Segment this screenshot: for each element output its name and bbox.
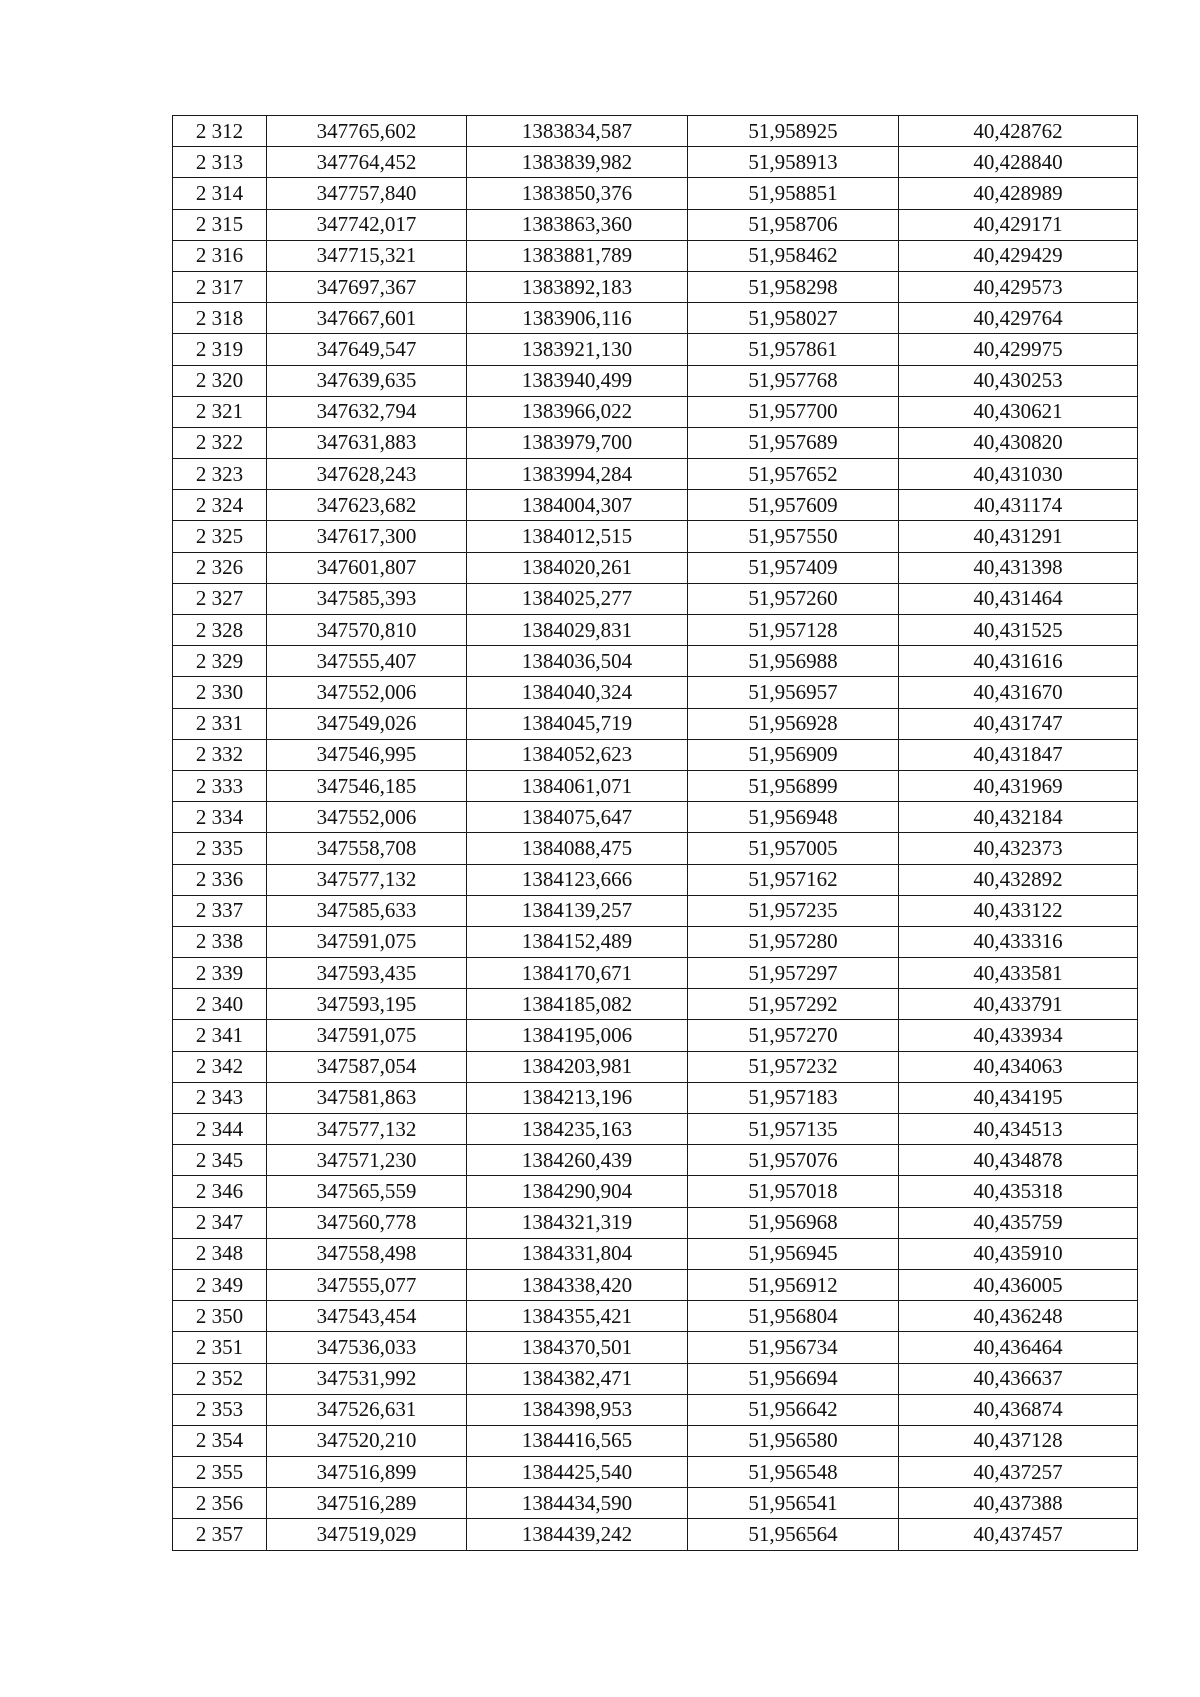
longitude-cell: 40,434063	[899, 1051, 1138, 1082]
longitude-cell: 40,431464	[899, 583, 1138, 614]
x-coordinate-cell: 347531,992	[267, 1363, 467, 1394]
x-coordinate-cell: 347552,006	[267, 802, 467, 833]
point-number-cell: 2 347	[173, 1207, 267, 1238]
latitude-cell: 51,957232	[688, 1051, 899, 1082]
latitude-cell: 51,957183	[688, 1082, 899, 1113]
x-coordinate-cell: 347628,243	[267, 459, 467, 490]
latitude-cell: 51,957162	[688, 864, 899, 895]
point-number-cell: 2 313	[173, 147, 267, 178]
point-number-cell: 2 318	[173, 303, 267, 334]
x-coordinate-cell: 347591,075	[267, 1020, 467, 1051]
point-number-cell: 2 333	[173, 770, 267, 801]
point-number-cell: 2 336	[173, 864, 267, 895]
x-coordinate-cell: 347520,210	[267, 1425, 467, 1456]
point-number-cell: 2 325	[173, 521, 267, 552]
longitude-cell: 40,437257	[899, 1457, 1138, 1488]
x-coordinate-cell: 347519,029	[267, 1519, 467, 1550]
y-coordinate-cell: 1384321,319	[467, 1207, 688, 1238]
point-number-cell: 2 323	[173, 459, 267, 490]
point-number-cell: 2 349	[173, 1269, 267, 1300]
longitude-cell: 40,434195	[899, 1082, 1138, 1113]
x-coordinate-cell: 347765,602	[267, 116, 467, 147]
latitude-cell: 51,957700	[688, 396, 899, 427]
longitude-cell: 40,435910	[899, 1238, 1138, 1269]
longitude-cell: 40,433581	[899, 958, 1138, 989]
x-coordinate-cell: 347697,367	[267, 271, 467, 302]
table-row	[173, 895, 1138, 926]
y-coordinate-cell: 1384425,540	[467, 1457, 688, 1488]
table-row	[173, 334, 1138, 365]
longitude-cell: 40,433316	[899, 926, 1138, 957]
x-coordinate-cell: 347558,708	[267, 833, 467, 864]
point-number-cell: 2 330	[173, 677, 267, 708]
x-coordinate-cell: 347546,185	[267, 770, 467, 801]
latitude-cell: 51,956945	[688, 1238, 899, 1269]
latitude-cell: 51,956734	[688, 1332, 899, 1363]
longitude-cell: 40,431616	[899, 646, 1138, 677]
y-coordinate-cell: 1384382,471	[467, 1363, 688, 1394]
table-row	[173, 427, 1138, 458]
point-number-cell: 2 324	[173, 490, 267, 521]
latitude-cell: 51,956642	[688, 1394, 899, 1425]
point-number-cell: 2 321	[173, 396, 267, 427]
longitude-cell: 40,429171	[899, 209, 1138, 240]
y-coordinate-cell: 1384036,504	[467, 646, 688, 677]
y-coordinate-cell: 1384195,006	[467, 1020, 688, 1051]
latitude-cell: 51,957292	[688, 989, 899, 1020]
y-coordinate-cell: 1384260,439	[467, 1145, 688, 1176]
latitude-cell: 51,957005	[688, 833, 899, 864]
latitude-cell: 51,956564	[688, 1519, 899, 1550]
longitude-cell: 40,435318	[899, 1176, 1138, 1207]
point-number-cell: 2 320	[173, 365, 267, 396]
point-number-cell: 2 342	[173, 1051, 267, 1082]
point-number-cell: 2 327	[173, 583, 267, 614]
latitude-cell: 51,956948	[688, 802, 899, 833]
longitude-cell: 40,436637	[899, 1363, 1138, 1394]
point-number-cell: 2 314	[173, 178, 267, 209]
longitude-cell: 40,431747	[899, 708, 1138, 739]
latitude-cell: 51,957135	[688, 1114, 899, 1145]
y-coordinate-cell: 1384170,671	[467, 958, 688, 989]
point-number-cell: 2 316	[173, 240, 267, 271]
table-row	[173, 459, 1138, 490]
longitude-cell: 40,428989	[899, 178, 1138, 209]
y-coordinate-cell: 1383881,789	[467, 240, 688, 271]
longitude-cell: 40,436005	[899, 1269, 1138, 1300]
x-coordinate-cell: 347757,840	[267, 178, 467, 209]
y-coordinate-cell: 1384020,261	[467, 552, 688, 583]
latitude-cell: 51,957652	[688, 459, 899, 490]
table-row	[173, 926, 1138, 957]
y-coordinate-cell: 1383906,116	[467, 303, 688, 334]
longitude-cell: 40,431291	[899, 521, 1138, 552]
latitude-cell: 51,956580	[688, 1425, 899, 1456]
coordinates-table-body	[173, 116, 1138, 1551]
latitude-cell: 51,956548	[688, 1457, 899, 1488]
x-coordinate-cell: 347555,077	[267, 1269, 467, 1300]
latitude-cell: 51,957128	[688, 615, 899, 646]
longitude-cell: 40,429975	[899, 334, 1138, 365]
point-number-cell: 2 348	[173, 1238, 267, 1269]
y-coordinate-cell: 1384185,082	[467, 989, 688, 1020]
point-number-cell: 2 335	[173, 833, 267, 864]
x-coordinate-cell: 347570,810	[267, 615, 467, 646]
table-row	[173, 1082, 1138, 1113]
x-coordinate-cell: 347587,054	[267, 1051, 467, 1082]
table-row	[173, 1238, 1138, 1269]
table-row	[173, 521, 1138, 552]
latitude-cell: 51,958851	[688, 178, 899, 209]
y-coordinate-cell: 1384439,242	[467, 1519, 688, 1550]
latitude-cell: 51,958913	[688, 147, 899, 178]
y-coordinate-cell: 1384338,420	[467, 1269, 688, 1300]
point-number-cell: 2 334	[173, 802, 267, 833]
table-row	[173, 615, 1138, 646]
x-coordinate-cell: 347536,033	[267, 1332, 467, 1363]
latitude-cell: 51,957861	[688, 334, 899, 365]
x-coordinate-cell: 347639,635	[267, 365, 467, 396]
x-coordinate-cell: 347516,899	[267, 1457, 467, 1488]
x-coordinate-cell: 347549,026	[267, 708, 467, 739]
table-row	[173, 1145, 1138, 1176]
latitude-cell: 51,956694	[688, 1363, 899, 1394]
y-coordinate-cell: 1383940,499	[467, 365, 688, 396]
point-number-cell: 2 344	[173, 1114, 267, 1145]
table-row	[173, 1114, 1138, 1145]
table-row	[173, 147, 1138, 178]
table-row	[173, 178, 1138, 209]
table-row	[173, 365, 1138, 396]
x-coordinate-cell: 347526,631	[267, 1394, 467, 1425]
y-coordinate-cell: 1383979,700	[467, 427, 688, 458]
latitude-cell: 51,956957	[688, 677, 899, 708]
table-row	[173, 271, 1138, 302]
point-number-cell: 2 315	[173, 209, 267, 240]
latitude-cell: 51,957270	[688, 1020, 899, 1051]
latitude-cell: 51,957018	[688, 1176, 899, 1207]
y-coordinate-cell: 1384052,623	[467, 739, 688, 770]
longitude-cell: 40,437388	[899, 1488, 1138, 1519]
table-row	[173, 1051, 1138, 1082]
y-coordinate-cell: 1384004,307	[467, 490, 688, 521]
y-coordinate-cell: 1383839,982	[467, 147, 688, 178]
point-number-cell: 2 317	[173, 271, 267, 302]
longitude-cell: 40,429764	[899, 303, 1138, 334]
table-row	[173, 989, 1138, 1020]
latitude-cell: 51,957609	[688, 490, 899, 521]
latitude-cell: 51,957409	[688, 552, 899, 583]
point-number-cell: 2 352	[173, 1363, 267, 1394]
latitude-cell: 51,957689	[688, 427, 899, 458]
longitude-cell: 40,432892	[899, 864, 1138, 895]
longitude-cell: 40,434878	[899, 1145, 1138, 1176]
point-number-cell: 2 356	[173, 1488, 267, 1519]
longitude-cell: 40,428840	[899, 147, 1138, 178]
table-row	[173, 1363, 1138, 1394]
longitude-cell: 40,429573	[899, 271, 1138, 302]
y-coordinate-cell: 1384290,904	[467, 1176, 688, 1207]
latitude-cell: 51,956912	[688, 1269, 899, 1300]
y-coordinate-cell: 1384203,981	[467, 1051, 688, 1082]
x-coordinate-cell: 347764,452	[267, 147, 467, 178]
table-row	[173, 864, 1138, 895]
x-coordinate-cell: 347715,321	[267, 240, 467, 271]
point-number-cell: 2 343	[173, 1082, 267, 1113]
table-row	[173, 1425, 1138, 1456]
x-coordinate-cell: 347571,230	[267, 1145, 467, 1176]
y-coordinate-cell: 1384025,277	[467, 583, 688, 614]
latitude-cell: 51,958462	[688, 240, 899, 271]
longitude-cell: 40,437128	[899, 1425, 1138, 1456]
point-number-cell: 2 350	[173, 1301, 267, 1332]
latitude-cell: 51,958298	[688, 271, 899, 302]
x-coordinate-cell: 347649,547	[267, 334, 467, 365]
table-row	[173, 1332, 1138, 1363]
point-number-cell: 2 331	[173, 708, 267, 739]
point-number-cell: 2 339	[173, 958, 267, 989]
x-coordinate-cell: 347565,559	[267, 1176, 467, 1207]
table-row	[173, 646, 1138, 677]
table-row	[173, 1207, 1138, 1238]
table-row	[173, 240, 1138, 271]
point-number-cell: 2 319	[173, 334, 267, 365]
longitude-cell: 40,436248	[899, 1301, 1138, 1332]
y-coordinate-cell: 1383994,284	[467, 459, 688, 490]
x-coordinate-cell: 347577,132	[267, 864, 467, 895]
longitude-cell: 40,434513	[899, 1114, 1138, 1145]
table-row	[173, 1176, 1138, 1207]
y-coordinate-cell: 1384434,590	[467, 1488, 688, 1519]
y-coordinate-cell: 1383863,360	[467, 209, 688, 240]
longitude-cell: 40,433122	[899, 895, 1138, 926]
x-coordinate-cell: 347560,778	[267, 1207, 467, 1238]
x-coordinate-cell: 347632,794	[267, 396, 467, 427]
longitude-cell: 40,430621	[899, 396, 1138, 427]
x-coordinate-cell: 347585,633	[267, 895, 467, 926]
x-coordinate-cell: 347623,682	[267, 490, 467, 521]
table-row	[173, 583, 1138, 614]
table-row	[173, 396, 1138, 427]
latitude-cell: 51,957076	[688, 1145, 899, 1176]
x-coordinate-cell: 347593,435	[267, 958, 467, 989]
x-coordinate-cell: 347558,498	[267, 1238, 467, 1269]
y-coordinate-cell: 1383892,183	[467, 271, 688, 302]
latitude-cell: 51,957768	[688, 365, 899, 396]
y-coordinate-cell: 1384213,196	[467, 1082, 688, 1113]
point-number-cell: 2 351	[173, 1332, 267, 1363]
table-row	[173, 1020, 1138, 1051]
longitude-cell: 40,431847	[899, 739, 1138, 770]
table-row	[173, 677, 1138, 708]
point-number-cell: 2 341	[173, 1020, 267, 1051]
y-coordinate-cell: 1384416,565	[467, 1425, 688, 1456]
latitude-cell: 51,956909	[688, 739, 899, 770]
y-coordinate-cell: 1384075,647	[467, 802, 688, 833]
longitude-cell: 40,431969	[899, 770, 1138, 801]
table-row	[173, 209, 1138, 240]
longitude-cell: 40,431398	[899, 552, 1138, 583]
y-coordinate-cell: 1383921,130	[467, 334, 688, 365]
y-coordinate-cell: 1384040,324	[467, 677, 688, 708]
y-coordinate-cell: 1384355,421	[467, 1301, 688, 1332]
x-coordinate-cell: 347593,195	[267, 989, 467, 1020]
y-coordinate-cell: 1383966,022	[467, 396, 688, 427]
longitude-cell: 40,436464	[899, 1332, 1138, 1363]
latitude-cell: 51,956804	[688, 1301, 899, 1332]
point-number-cell: 2 328	[173, 615, 267, 646]
longitude-cell: 40,431670	[899, 677, 1138, 708]
table-row	[173, 490, 1138, 521]
table-row	[173, 958, 1138, 989]
longitude-cell: 40,431030	[899, 459, 1138, 490]
table-row	[173, 739, 1138, 770]
longitude-cell: 40,430820	[899, 427, 1138, 458]
latitude-cell: 51,957297	[688, 958, 899, 989]
point-number-cell: 2 353	[173, 1394, 267, 1425]
table-row	[173, 1394, 1138, 1425]
x-coordinate-cell: 347667,601	[267, 303, 467, 334]
y-coordinate-cell: 1384139,257	[467, 895, 688, 926]
table-row	[173, 1457, 1138, 1488]
latitude-cell: 51,956541	[688, 1488, 899, 1519]
y-coordinate-cell: 1384088,475	[467, 833, 688, 864]
coordinates-table	[172, 115, 1138, 1551]
y-coordinate-cell: 1384123,666	[467, 864, 688, 895]
y-coordinate-cell: 1384045,719	[467, 708, 688, 739]
y-coordinate-cell: 1383850,376	[467, 178, 688, 209]
latitude-cell: 51,957235	[688, 895, 899, 926]
table-row	[173, 802, 1138, 833]
point-number-cell: 2 312	[173, 116, 267, 147]
longitude-cell: 40,437457	[899, 1519, 1138, 1550]
latitude-cell: 51,957550	[688, 521, 899, 552]
latitude-cell: 51,956988	[688, 646, 899, 677]
longitude-cell: 40,429429	[899, 240, 1138, 271]
y-coordinate-cell: 1384370,501	[467, 1332, 688, 1363]
latitude-cell: 51,956899	[688, 770, 899, 801]
table-row	[173, 303, 1138, 334]
x-coordinate-cell: 347546,995	[267, 739, 467, 770]
latitude-cell: 51,957280	[688, 926, 899, 957]
point-number-cell: 2 338	[173, 926, 267, 957]
latitude-cell: 51,956928	[688, 708, 899, 739]
point-number-cell: 2 357	[173, 1519, 267, 1550]
table-row	[173, 1301, 1138, 1332]
longitude-cell: 40,433791	[899, 989, 1138, 1020]
point-number-cell: 2 340	[173, 989, 267, 1020]
point-number-cell: 2 337	[173, 895, 267, 926]
point-number-cell: 2 329	[173, 646, 267, 677]
x-coordinate-cell: 347581,863	[267, 1082, 467, 1113]
x-coordinate-cell: 347601,807	[267, 552, 467, 583]
x-coordinate-cell: 347516,289	[267, 1488, 467, 1519]
y-coordinate-cell: 1384029,831	[467, 615, 688, 646]
table-row	[173, 552, 1138, 583]
y-coordinate-cell: 1383834,587	[467, 116, 688, 147]
y-coordinate-cell: 1384331,804	[467, 1238, 688, 1269]
longitude-cell: 40,428762	[899, 116, 1138, 147]
table-row	[173, 1519, 1138, 1550]
x-coordinate-cell: 347577,132	[267, 1114, 467, 1145]
x-coordinate-cell: 347552,006	[267, 677, 467, 708]
table-row	[173, 770, 1138, 801]
point-number-cell: 2 326	[173, 552, 267, 583]
x-coordinate-cell: 347555,407	[267, 646, 467, 677]
longitude-cell: 40,432373	[899, 833, 1138, 864]
table-row	[173, 1488, 1138, 1519]
x-coordinate-cell: 347631,883	[267, 427, 467, 458]
point-number-cell: 2 355	[173, 1457, 267, 1488]
point-number-cell: 2 354	[173, 1425, 267, 1456]
point-number-cell: 2 346	[173, 1176, 267, 1207]
y-coordinate-cell: 1384152,489	[467, 926, 688, 957]
x-coordinate-cell: 347617,300	[267, 521, 467, 552]
point-number-cell: 2 322	[173, 427, 267, 458]
y-coordinate-cell: 1384061,071	[467, 770, 688, 801]
longitude-cell: 40,433934	[899, 1020, 1138, 1051]
latitude-cell: 51,956968	[688, 1207, 899, 1238]
point-number-cell: 2 332	[173, 739, 267, 770]
latitude-cell: 51,958925	[688, 116, 899, 147]
longitude-cell: 40,431174	[899, 490, 1138, 521]
y-coordinate-cell: 1384235,163	[467, 1114, 688, 1145]
table-row	[173, 708, 1138, 739]
point-number-cell: 2 345	[173, 1145, 267, 1176]
longitude-cell: 40,436874	[899, 1394, 1138, 1425]
longitude-cell: 40,431525	[899, 615, 1138, 646]
longitude-cell: 40,435759	[899, 1207, 1138, 1238]
latitude-cell: 51,957260	[688, 583, 899, 614]
latitude-cell: 51,958706	[688, 209, 899, 240]
y-coordinate-cell: 1384012,515	[467, 521, 688, 552]
table-row	[173, 1269, 1138, 1300]
x-coordinate-cell: 347742,017	[267, 209, 467, 240]
x-coordinate-cell: 347543,454	[267, 1301, 467, 1332]
x-coordinate-cell: 347591,075	[267, 926, 467, 957]
table-row	[173, 833, 1138, 864]
latitude-cell: 51,958027	[688, 303, 899, 334]
longitude-cell: 40,432184	[899, 802, 1138, 833]
table-row	[173, 116, 1138, 147]
x-coordinate-cell: 347585,393	[267, 583, 467, 614]
longitude-cell: 40,430253	[899, 365, 1138, 396]
y-coordinate-cell: 1384398,953	[467, 1394, 688, 1425]
